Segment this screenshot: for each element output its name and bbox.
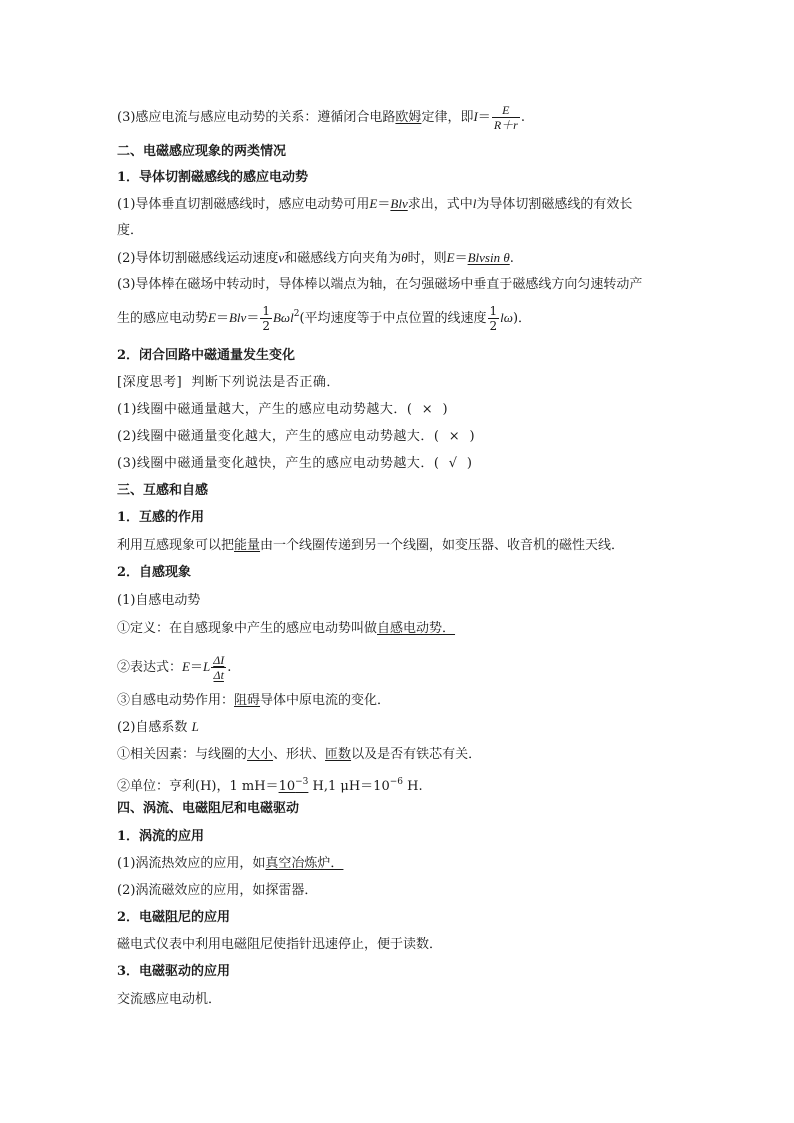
text: 导体中原电流的变化． [260, 693, 391, 708]
answer-mark: √ [448, 456, 458, 471]
text: (1)涡流热效应的应用，如 [117, 856, 266, 871]
var: lω [500, 310, 513, 325]
denominator: 2 [489, 319, 498, 333]
answer-blank: Blvsin θ [467, 250, 510, 265]
answer-blank: 真空冶炼炉． [265, 856, 344, 871]
text: . [520, 110, 525, 125]
question-2 [117, 428, 475, 446]
section-3-heading: 三、互感和自感 [117, 483, 209, 498]
paragraph-2-1-1-cont: 度． [117, 223, 144, 238]
text: )． [512, 311, 532, 326]
text: (平均速度等于中点位置的线速度 [299, 311, 487, 326]
text: 生的感应电动势 [117, 311, 209, 326]
effect-line [117, 692, 390, 710]
text: 、形状、 [273, 747, 326, 762]
text: H,1 μH＝10 [308, 779, 390, 794]
text: ) [469, 429, 476, 444]
unit-line [117, 773, 423, 796]
text: ＝ [377, 197, 391, 212]
text: ＝ [246, 311, 260, 326]
superscript: 2 [293, 309, 300, 319]
paragraph-4-3: 交流感应电动机． [117, 992, 222, 1007]
answer-blank: 匝数 [325, 747, 352, 762]
paragraph-4-1-1 [117, 855, 343, 873]
text: ②表达式： [117, 660, 183, 675]
answer-blank: 自感电动势． [377, 621, 456, 636]
text: ) [466, 456, 473, 471]
text: 利用互感现象可以把 [117, 538, 235, 553]
denominator: R＋r [493, 118, 518, 132]
base: 10 [278, 779, 296, 794]
fraction [211, 653, 226, 682]
coefficient-line [117, 718, 199, 737]
subsection-3-1-heading: 1．互感的作用 [117, 510, 205, 525]
var: E [446, 250, 455, 265]
text: ①定义：在自感现象中产生的感应电动势叫做 [117, 621, 378, 636]
label: [深度思考] [117, 375, 183, 390]
var: v [278, 250, 285, 265]
text: (1)线圈中磁通量越大，产生的感应电动势越大．( [117, 402, 413, 417]
numerator: 1 [489, 304, 498, 318]
text: (2)自感系数 [117, 720, 188, 735]
subsection-3-2-heading: 2．自感现象 [117, 565, 192, 580]
paragraph-4-2: 磁电式仪表中利用电磁阻尼使指针迅速停止，便于读数． [117, 937, 443, 952]
ohm-law-line [117, 103, 525, 132]
text: (3)感应电流与感应电动势的关系：遵循闭合电路 [117, 110, 396, 125]
text: 由一个线圈传递到另一个线圈，如变压器、收音机的磁性天线． [260, 538, 625, 553]
var: E [369, 196, 378, 211]
text: (2)线圈中磁通量变化越大，产生的感应电动势越大．( [117, 429, 440, 444]
var: θ [401, 250, 408, 265]
denominator: 2 [262, 319, 270, 333]
answer-blank: 能量 [234, 538, 261, 553]
superscript: −6 [389, 777, 404, 787]
var: L [191, 719, 199, 734]
text: ③自感电动势作用： [117, 693, 235, 708]
numerator: 1 [262, 304, 270, 318]
text: 时，则 [407, 251, 447, 266]
paragraph-2-1-3: (3)导体棒在磁场中转动时，导体棒以端点为轴，在匀强磁场中垂直于磁感线方向匀速转动产 [117, 277, 643, 292]
var: E [208, 310, 216, 325]
answer-mark: × [421, 402, 434, 417]
subsection-2-1-heading: 1．导体切割磁感线的感应电动势 [117, 170, 309, 185]
text: ＝ [477, 110, 491, 125]
text: 以及是否有铁芯有关． [351, 747, 482, 762]
text: (3)线圈中磁通量变化越快，产生的感应电动势越大．( [117, 456, 440, 471]
var: l [472, 196, 477, 211]
question-1 [117, 401, 448, 419]
text: ＝ [454, 251, 468, 266]
fraction [488, 304, 500, 333]
answer-blank: 大小 [247, 747, 274, 762]
text: ①相关因素：与线圈的 [117, 747, 248, 762]
text: H. [403, 779, 423, 794]
numerator: E [492, 103, 520, 118]
subsection-4-2-heading: 2．电磁阻尼的应用 [117, 910, 231, 925]
answer-mark: × [448, 429, 461, 444]
var: Blv [228, 310, 247, 325]
answer-blank [279, 779, 309, 794]
paragraph-4-1-2: (2)涡流磁效应的应用，如探雷器． [117, 883, 318, 898]
paragraph-2-1-3-cont [117, 304, 531, 333]
answer-blank: 阻碍 [234, 693, 261, 708]
var: Bωl [272, 310, 294, 325]
section-4-heading: 四、涡流、电磁阻尼和电磁驱动 [117, 801, 300, 816]
fraction [260, 304, 272, 333]
definition-line [117, 620, 455, 638]
text: 和磁感线方向夹角为 [284, 251, 402, 266]
var: E [182, 659, 190, 674]
text: (1)导体垂直切割磁感线时，感应电动势可用 [117, 197, 370, 212]
text: 定律，即 [421, 110, 474, 125]
text: (2)导体切割磁感线运动速度 [117, 251, 279, 266]
paragraph-2-1-1 [117, 195, 632, 214]
expression-line [117, 653, 231, 682]
subsection-2-2-heading: 2．闭合回路中磁通量发生变化 [117, 348, 296, 363]
paragraph-3-1 [117, 537, 624, 555]
text: ＝ [189, 660, 203, 675]
answer-blank: Blv [390, 196, 408, 211]
var: I [473, 109, 478, 124]
question-3 [117, 455, 472, 473]
fraction [492, 103, 520, 132]
var: L [202, 659, 211, 674]
denominator: Δt [213, 668, 224, 682]
text: 判断下列说法是否正确． [191, 375, 340, 390]
numerator: ΔI [213, 653, 225, 667]
text: . [509, 251, 514, 266]
text: 为导体切割磁感线的有效长 [476, 197, 633, 212]
section-2-heading: 二、电磁感应现象的两类情况 [117, 144, 287, 159]
text: . [227, 660, 232, 675]
text: 求出，式中 [407, 197, 473, 212]
subsection-4-3-heading: 3．电磁驱动的应用 [117, 964, 231, 979]
text: ②单位：亨利(H)，1 mH＝ [117, 779, 279, 794]
superscript: −3 [295, 777, 309, 787]
paragraph-3-2-1: (1)自感电动势 [117, 593, 201, 608]
text: ＝ [215, 311, 229, 326]
factor-line [117, 746, 481, 764]
deep-thinking-line [117, 374, 340, 392]
text: ) [442, 402, 449, 417]
subsection-4-1-heading: 1．涡流的应用 [117, 829, 205, 844]
answer-blank: 欧姆 [395, 110, 422, 125]
paragraph-2-1-2 [117, 249, 514, 268]
